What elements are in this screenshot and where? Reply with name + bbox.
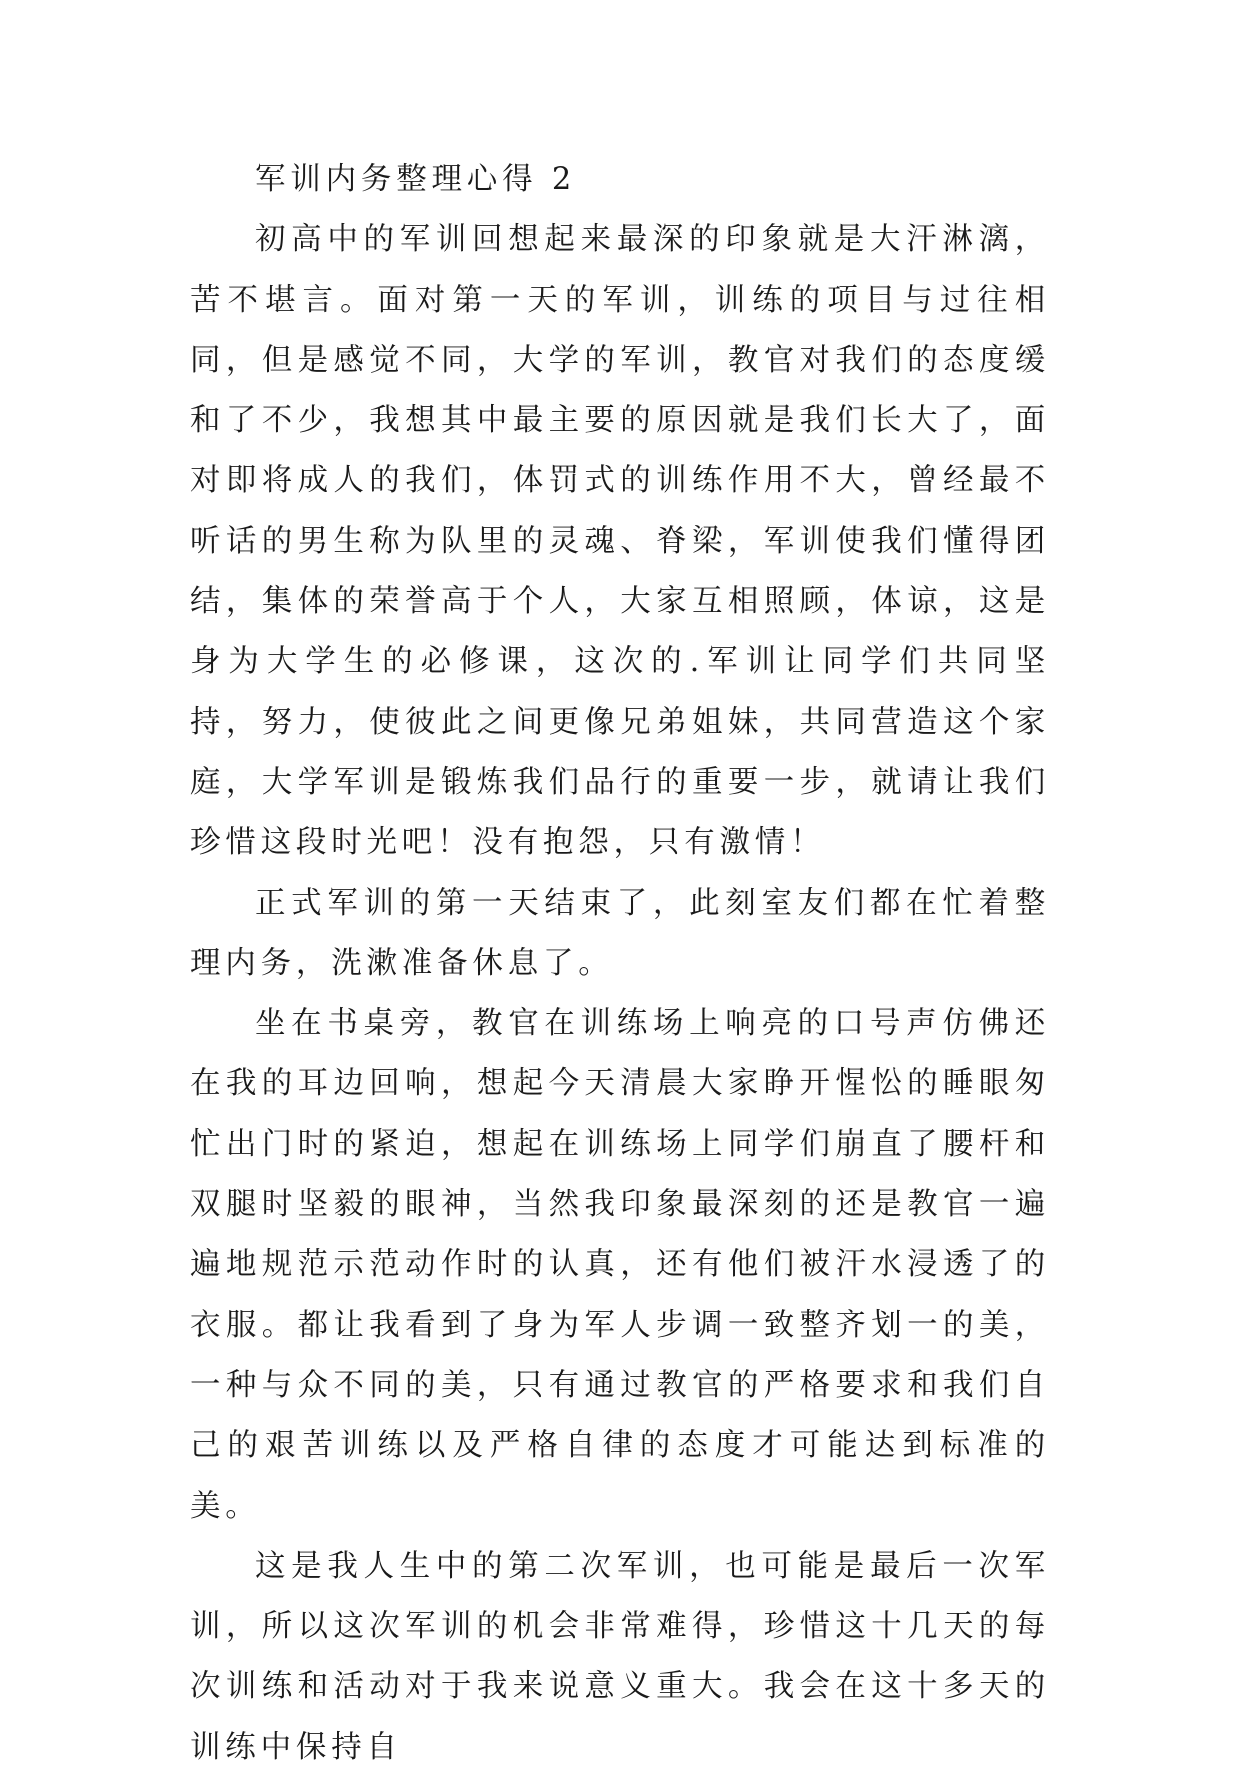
document-page [190,150,1050,1778]
paragraph-2: 正式军训的第一天结束了，此刻室友们都在忙着整理内务，洗漱准备休息了。 [190,885,1050,981]
paragraph-3: 坐在书桌旁，教官在训练场上响亮的口号声仿佛还在我的耳边回响，想起今天清晨大家睁开惺忪的睡眼匆忙出门时的紧迫，想起在训练场上同学们崩直了腰杆和双腿时坚毅的眼神，当然我印象最深刻的还是教官一遍遍地规范示范动作时的认真，还有他们被汗水浸透了的衣服。都让我看到了身为军人步调一致整齐划一的美，一种与众不同的美，只有通过教官的严格要求和我们自己的艰苦训练以及严格自律的态度才可能达到标准的美。 [190,1006,1050,1524]
document-title: 军训内务整理心得 2 [255,162,577,197]
paragraph-4: 这是我人生中的第二次军训，也可能是最后一次军训，所以这次军训的机会非常难得，珍惜这十几天的每次训练和活动对于我来说意义重大。我会在这十多天的训练中保持自 [190,1548,1050,1765]
paragraph-1: 初高中的军训回想起来最深的印象就是大汗淋漓，苦不堪言。面对第一天的军训，训练的项目与过往相同，但是感觉不同，大学的军训，教官对我们的态度缓和了不少，我想其中最主要的原因就是我们长大了，面对即将成人的我们，体罚式的训练作用不大，曾经最不听话的男生称为队里的灵魂、脊梁，军训使我们懂得团结，集体的荣誉高于个人，大家互相照顾，体谅，这是身为大学生的必修课，这次的.军训让同学们共同坚持，努力，使彼此之间更像兄弟姐妹，共同营造这个家庭，大学军训是锻炼我们品行的重要一步，就请让我们珍惜这段时光吧！没有抱怨，只有激情！ [190,222,1050,861]
